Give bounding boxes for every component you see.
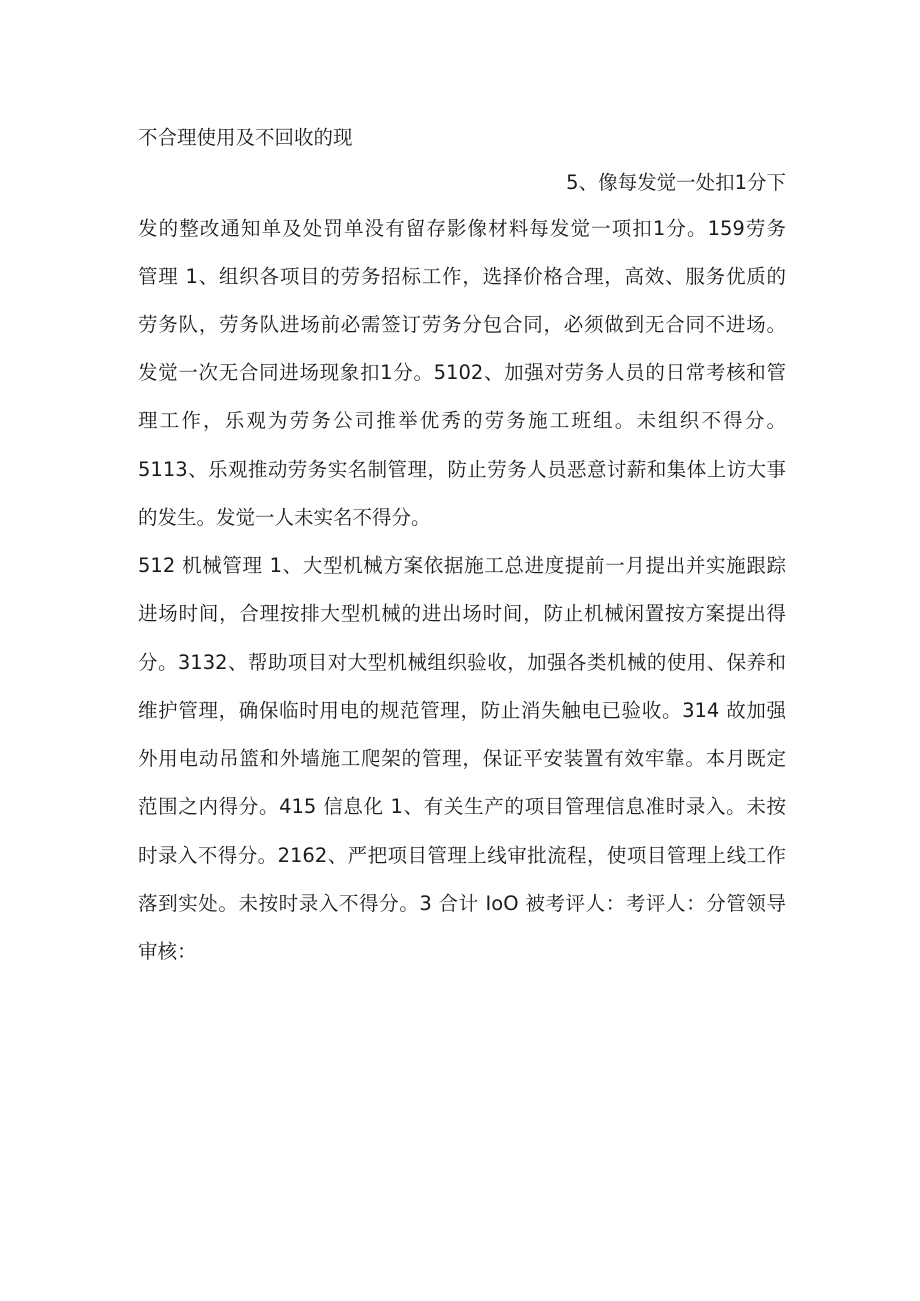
text-line-4: 管理 1、组织各项目的劳务招标工作，选择价格合理，高效、服务优质的 xyxy=(138,265,786,288)
text-line-2: 5、像每发觉一处扣1分下 xyxy=(566,171,786,194)
text-line-11: 进场时间，合理按排大型机械的进出场时间，防止机械闲置按方案提出得 xyxy=(138,602,786,625)
text-line-9: 的发生。发觉一人未实名不得分。 xyxy=(138,506,431,529)
text-line-13: 维护管理，确保临时用电的规范管理，防止消失触电已验收。314 故加强 xyxy=(138,699,786,722)
text-line-8: 5113、乐观推动劳务实名制管理，防止劳务人员恶意讨薪和集体上访大事 xyxy=(138,458,786,481)
text-line-14: 外用电动吊篮和外墙施工爬架的管理，保证平安装置有效牢靠。本月既定 xyxy=(138,747,786,770)
text-line-10: 512 机械管理 1、大型机械方案依据施工总进度提前一月提出并实施跟踪 xyxy=(138,554,786,577)
text-line-3: 发的整改通知单及处罚单没有留存影像材料每发觉一项扣1分。159劳务 xyxy=(138,217,786,240)
text-line-1: 不合理使用及不回收的现 xyxy=(138,126,353,149)
text-line-16: 时录入不得分。2162、严把项目管理上线审批流程，使项目管理上线工作 xyxy=(138,844,786,867)
text-line-6: 发觉一次无合同进场现象扣1分。5102、加强对劳务人员的日常考核和管 xyxy=(138,361,786,384)
text-line-15: 范围之内得分。415 信息化 1、有关生产的项目管理信息准时录入。未按 xyxy=(138,795,786,818)
text-line-18: 审核： xyxy=(138,940,197,963)
text-line-5: 劳务队，劳务队进场前必需签订劳务分包合同，必须做到无合同不进场。 xyxy=(138,313,786,336)
text-line-7: 理工作，乐观为劳务公司推举优秀的劳务施工班组。未组织不得分。 xyxy=(138,409,786,432)
text-line-12: 分。3132、帮助项目对大型机械组织验收，加强各类机械的使用、保养和 xyxy=(138,651,786,674)
text-line-17: 落到实处。未按时录入不得分。3 合计 IoO 被考评人：考评人：分管领导 xyxy=(138,892,786,915)
